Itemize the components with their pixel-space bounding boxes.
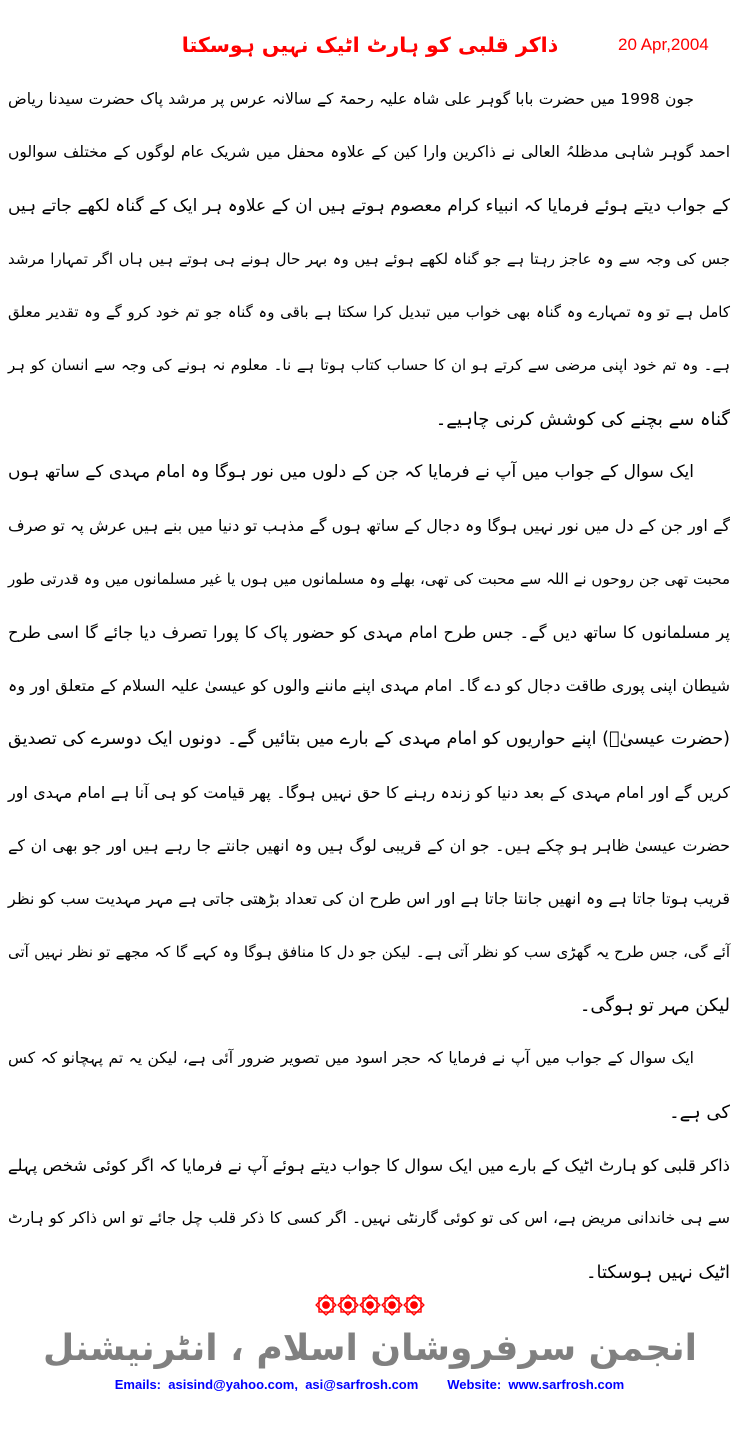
text-line: کامل ہے تو وہ تمہارے وہ گناہ بھی خواب میں تبدیل کرا سکتا ہے باقی وہ گناہ جو تم خود کرو گے وہ تقدیر معلق bbox=[8, 303, 730, 322]
text-line: کریں گے اور امام مہدی کے بعد دنیا کو زندہ رہنے کا حق نہیں ہوگا۔ پھر قیامت کو ہی آنا ہے امام مہدی اور bbox=[8, 782, 730, 802]
text-line: شیطان اپنی پوری طاقت دجال کو دے گا۔ امام مہدی اپنے ماننے والوں کو عیسیٰ علیہ السلام کے متعلق اور وہ bbox=[8, 676, 730, 696]
emails-label: Emails: bbox=[114, 1377, 162, 1392]
article-body bbox=[8, 73, 730, 1299]
text-line: ایک سوال کے جواب میں آپ نے فرمایا کہ جن کے دلوں میں نور ہوگا وہ امام مہدی کے ساتھ ہوں bbox=[8, 462, 694, 483]
text-line: گے اور جن کے دل میں نور نہیں ہوگا وہ دجال کے ساتھ ہوں گے مذہب تو دنیا میں بنے ہیں عرش پہ تو صرف bbox=[8, 516, 730, 536]
text-line: ذاکر قلبی کو ہارٹ اٹیک کے بارے میں ایک سوال کا جواب دیتے ہوئے آپ نے فرمایا کہ اگر کوئی شخص پہلے bbox=[7, 1155, 730, 1175]
article-title: ذاکر قلبی کو ہارٹ اٹیک نہیں ہوسکتا bbox=[181, 33, 559, 57]
ornament-row bbox=[0, 1292, 739, 1318]
text-line: (حضرت عیسیٰؑ) اپنے حواریوں کو امام مہدی کے بارے میں بتائیں گے۔ دونوں ایک دوسرے کی تصدیق bbox=[8, 728, 730, 749]
text-line: جس کی وجہ سے وہ عاجز رہتا ہے جو گناہ لکھے ہوئے ہیں وہ بہر حال ہونے ہی ہوتے ہیں ہاں اگر تمہارا مرشد bbox=[8, 249, 730, 268]
text-line: کی ہے۔ bbox=[669, 1101, 730, 1123]
text-line: حضرت عیسیٰ ظاہر ہو چکے ہیں۔ جو ان کے قریبی لوگ ہیں وہ انھیں جانتے جا رہے ہیں اور جو بھی ان کے bbox=[8, 836, 730, 856]
text-line: ایک سوال کے جواب میں آپ نے فرمایا کہ حجر اسود میں تصویر ضرور آئی ہے، لیکن یہ تم پہچانو کہ کس bbox=[8, 1049, 694, 1068]
text-line: سے ہی خاندانی مریض ہے، اس کی تو کوئی گارنٹی نہیں۔ اگر کسی کا ذکر قلب چل جائے تو اس ذاکر کو ہارٹ bbox=[8, 1209, 730, 1228]
contact-info bbox=[0, 1376, 739, 1394]
text-line: جون 1998 میں حضرت بابا گوہر علی شاہ علیہ رحمۃ کے سالانہ عرس پر مرشد پاک حضرت سیدنا ریاض bbox=[8, 90, 694, 108]
text-line: پر مسلمانوں کا ساتھ دیں گے۔ جس طرح امام مہدی کو حضور پاک کا پورا تصرف دیا جائے گا اسی طرح bbox=[8, 622, 730, 642]
text-line: آئے گی، جس طرح یہ گھڑی سب کو نظر آتی ہے۔ لیکن جو دل کا منافق ہوگا وہ کہے گا کہ مجھے تو نظر نہیں آتی bbox=[8, 942, 730, 961]
email-link-1[interactable]: asisind@yahoo.com, bbox=[168, 1377, 298, 1392]
octagram-star-icon bbox=[315, 1292, 337, 1318]
article-date: 20 Apr,2004 bbox=[618, 35, 709, 54]
website-link[interactable]: www.sarfrosh.com bbox=[508, 1377, 625, 1392]
website-label: Website: bbox=[447, 1377, 502, 1392]
text-line: احمد گوہر شاہی مدظلہُ العالی نے ذاکرین وارا کین کے علاوہ محفل میں شریک عام لوگوں کے مختلف سوالوں bbox=[8, 143, 730, 162]
text-line: اٹیک نہیں ہوسکتا۔ bbox=[585, 1261, 730, 1283]
organization-banner: انجمن سرفروشان اسلام ، انٹرنیشنل bbox=[42, 1328, 697, 1369]
text-line: کے جواب دیتے ہوئے فرمایا کہ انبیاء کرام معصوم ہوتے ہیں ان کے علاوہ ہر ایک کے گناہ لکھے جاتے ہیں bbox=[8, 195, 730, 216]
text-line: قریب ہوتا جاتا ہے وہ انھیں جانتا جاتا ہے اور اس طرح ان کی تعداد بڑھتی جاتی ہے مہر مہدیت سب کو نظر bbox=[8, 889, 730, 909]
email-link-2[interactable]: asi@sarfrosh.com bbox=[305, 1377, 419, 1392]
text-line: محبت تھی جن روحوں نے اللہ سے محبت کی تھی، بھلے وہ مسلمانوں میں ہوں یا غیر مسلمانوں میں وہ قدرتی طور bbox=[8, 569, 730, 588]
octagram-star-icon bbox=[359, 1292, 381, 1318]
octagram-star-icon bbox=[337, 1292, 359, 1318]
text-line: ہے۔ وہ تم خود اپنی مرضی سے کرتے ہو ان کا حساب کتاب ہوتا ہے نا۔ معلوم نہ ہونے کی وجہ سے انسان کو ہر bbox=[8, 356, 730, 375]
text-line: گناہ سے بچنے کی کوشش کرنی چاہیے۔ bbox=[435, 408, 730, 430]
octagram-star-icon bbox=[381, 1292, 403, 1318]
text-line: لیکن مہر تو ہوگی۔ bbox=[579, 995, 730, 1017]
octagram-star-icon bbox=[403, 1292, 425, 1318]
